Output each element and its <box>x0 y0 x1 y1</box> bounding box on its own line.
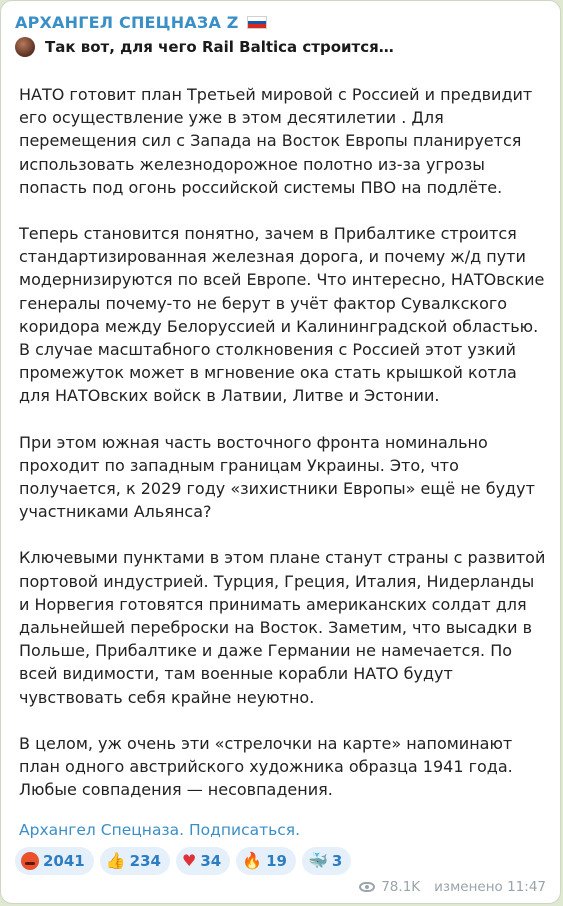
heart-icon: ♥ <box>181 851 197 870</box>
reaction-angry[interactable] <box>15 847 94 875</box>
reactions-bar <box>15 847 351 875</box>
paragraph-1: НАТО готовит план Третьей мировой с Россией и предвидит его осуществление уже в этом десятилетии . Для перемещения сил с Запада на Восток Европы планируется использовать железнодорожное полотно из-за угрозы попасть под огонь российской системы ПВО на подлёте. <box>19 85 533 197</box>
fire-icon: 🔥 <box>242 851 263 870</box>
whale-icon: 🐳 <box>308 851 328 870</box>
reaction-count: 2041 <box>43 852 85 870</box>
reply-header[interactable] <box>15 37 394 57</box>
russian-flag-icon <box>247 16 267 29</box>
reaction-count: 234 <box>129 852 161 870</box>
thumbs-up-icon: 👍 <box>105 851 126 870</box>
view-count: 78.1K <box>381 879 421 895</box>
angry-face-icon <box>21 852 39 870</box>
channel-name-text: АРХАНГЕЛ СПЕЦНАЗА Z <box>15 13 239 32</box>
paragraph-3: При этом южная часть восточного фронта номинально проходит по западным границам Украины. Это, что получается, к 2029 году «зихистники Европы» ещё не будут участниками Альянса? <box>19 432 535 522</box>
eye-icon <box>359 882 375 892</box>
reaction-count: 3 <box>331 852 343 870</box>
edited-timestamp: изменено 11:47 <box>434 879 546 895</box>
reply-title: Так вот, для чего Rail Baltica строится… <box>45 38 394 56</box>
reaction-count: 34 <box>200 852 222 870</box>
reaction-thumbs-up[interactable] <box>100 847 170 875</box>
subscribe-link[interactable]: Архангел Спецназа. Подписаться. <box>19 821 301 839</box>
channel-name[interactable] <box>15 13 267 32</box>
avatar <box>15 37 35 57</box>
reaction-count: 19 <box>266 852 287 870</box>
paragraph-5: В целом, уж очень эти «стрелочки на карте» напоминают план одного австрийского художника образца 1941 года. Любые совпадения — несовпадения. <box>19 733 513 800</box>
reaction-fire[interactable] <box>236 847 296 875</box>
reaction-heart[interactable] <box>176 847 230 875</box>
paragraph-2: Теперь становится понятно, зачем в Прибалтике строится стандартизированная железная дорога, и почему ж/д пути модернизируются по всей Европе. Что интересно, НАТОвские генералы почему-то не берут в учёт фактор Сувалкского коридора между Белоруссией и Калининградской областью. В случае масштабного столкновения с Россией этот узкий промежуток может в мгновение ока стать крышкой котла для НАТОвских войск в Латвии, Литве и Эстонии. <box>19 224 545 406</box>
reaction-whale[interactable] <box>302 847 351 875</box>
message-text <box>19 83 549 824</box>
paragraph-4: Ключевыми пунктами в этом плане станут страны с развитой портовой индустрией. Турция, Греция, Италия, Нидерланды и Норвегия готовятся принимать американских солдат для дальнейшей переброски на Восток. Заметим, что высадки в Польше, Прибалтике и даже Германии не намечается. По всей видимости, там военные корабли НАТО будут чувствовать себя крайне неуютно. <box>19 548 546 707</box>
message-meta <box>359 879 546 895</box>
